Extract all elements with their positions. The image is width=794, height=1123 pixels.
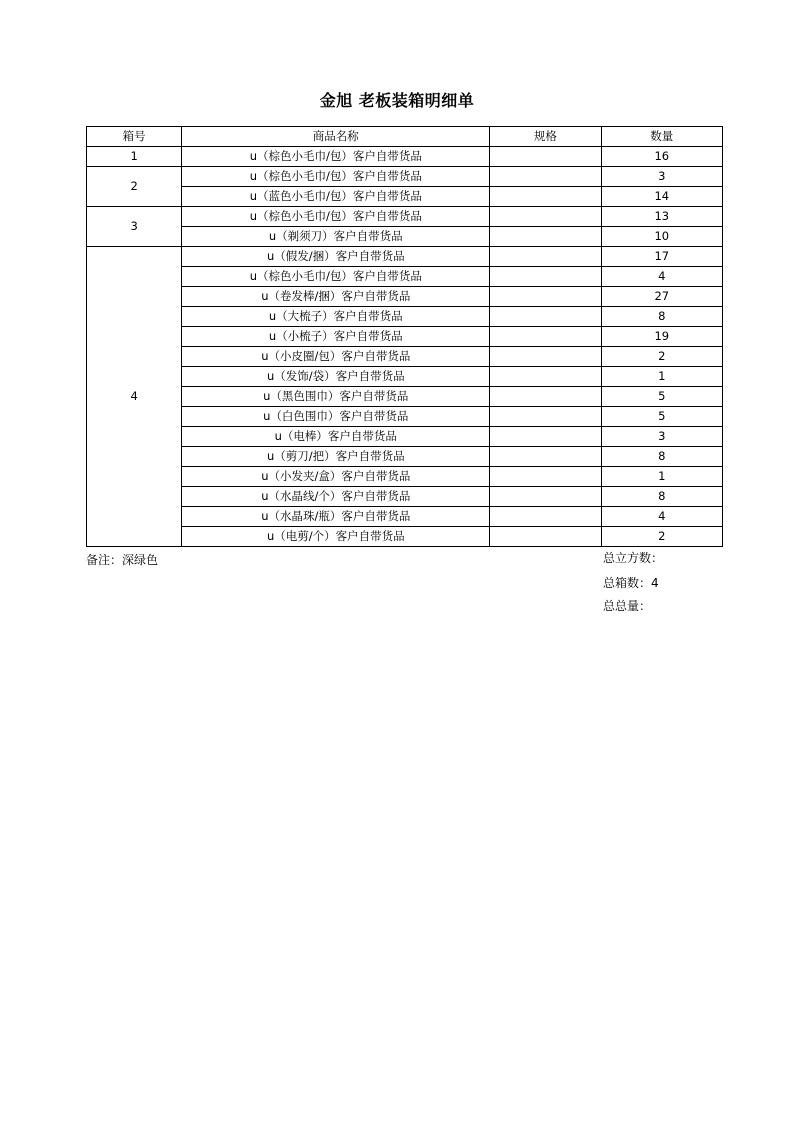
spec-cell xyxy=(490,187,601,207)
product-name-cell: u（大梳子）客户自带货品 xyxy=(182,307,490,327)
quantity-cell: 1 xyxy=(601,467,722,487)
quantity-cell: 5 xyxy=(601,407,722,427)
quantity-cell: 8 xyxy=(601,447,722,467)
product-name-cell: u（小发夹/盒）客户自带货品 xyxy=(182,467,490,487)
quantity-cell: 3 xyxy=(601,427,722,447)
total-weight-label: 总总量： xyxy=(603,599,652,613)
quantity-cell: 3 xyxy=(601,167,722,187)
product-name-cell: u（水晶线/个）客户自带货品 xyxy=(182,487,490,507)
spec-cell xyxy=(490,387,601,407)
spec-cell xyxy=(490,487,601,507)
spec-cell xyxy=(490,247,601,267)
quantity-cell: 1 xyxy=(601,367,722,387)
product-name-cell: u（棕色小毛巾/包）客户自带货品 xyxy=(182,167,490,187)
product-name-cell: u（小梳子）客户自带货品 xyxy=(182,327,490,347)
table-row xyxy=(87,287,723,307)
product-name-cell: u（剃须刀）客户自带货品 xyxy=(182,227,490,247)
table-row xyxy=(87,407,723,427)
box-number-cell: 2 xyxy=(87,167,182,207)
table-row xyxy=(87,527,723,547)
table-row xyxy=(87,327,723,347)
quantity-cell: 8 xyxy=(601,307,722,327)
box-number-cell: 1 xyxy=(87,147,182,167)
product-name-cell: u（白色围巾）客户自带货品 xyxy=(182,407,490,427)
table-row xyxy=(87,487,723,507)
product-name-cell: u（假发/捆）客户自带货品 xyxy=(182,247,490,267)
total-boxes-label: 总箱数：4 xyxy=(603,576,659,590)
quantity-cell: 14 xyxy=(601,187,722,207)
spec-cell xyxy=(490,327,601,347)
quantity-cell: 19 xyxy=(601,327,722,347)
table-row xyxy=(87,227,723,247)
table-row xyxy=(87,427,723,447)
spec-cell xyxy=(490,527,601,547)
product-name-cell: u（发饰/袋）客户自带货品 xyxy=(182,367,490,387)
product-name-cell: u（棕色小毛巾/包）客户自带货品 xyxy=(182,207,490,227)
product-name-cell: u（卷发棒/捆）客户自带货品 xyxy=(182,287,490,307)
table-row xyxy=(87,207,723,227)
spec-cell xyxy=(490,507,601,527)
table-row xyxy=(87,267,723,287)
spec-cell xyxy=(490,427,601,447)
table-row xyxy=(87,187,723,207)
product-name-cell: u（电剪/个）客户自带货品 xyxy=(182,527,490,547)
spec-cell xyxy=(490,167,601,187)
header-box-number: 箱号 xyxy=(87,127,182,147)
table-row xyxy=(87,387,723,407)
product-name-cell: u（棕色小毛巾/包）客户自带货品 xyxy=(182,147,490,167)
quantity-cell: 10 xyxy=(601,227,722,247)
table-row xyxy=(87,167,723,187)
spec-cell xyxy=(490,227,601,247)
spec-cell xyxy=(490,407,601,427)
box-number-cell: 4 xyxy=(87,247,182,547)
table-row xyxy=(87,247,723,267)
table-row xyxy=(87,347,723,367)
quantity-cell: 16 xyxy=(601,147,722,167)
table-row xyxy=(87,307,723,327)
table-header-row xyxy=(87,127,723,147)
spec-cell xyxy=(490,147,601,167)
header-quantity: 数量 xyxy=(601,127,722,147)
header-product-name: 商品名称 xyxy=(182,127,490,147)
product-name-cell: u（棕色小毛巾/包）客户自带货品 xyxy=(182,267,490,287)
product-name-cell: u（小皮圈/包）客户自带货品 xyxy=(182,347,490,367)
product-name-cell: u（剪刀/把）客户自带货品 xyxy=(182,447,490,467)
quantity-cell: 17 xyxy=(601,247,722,267)
header-spec: 规格 xyxy=(490,127,601,147)
table-row xyxy=(87,147,723,167)
product-name-cell: u（电棒）客户自带货品 xyxy=(182,427,490,447)
product-name-cell: u（水晶珠/瓶）客户自带货品 xyxy=(182,507,490,527)
table-row xyxy=(87,367,723,387)
spec-cell xyxy=(490,467,601,487)
table-row xyxy=(87,447,723,467)
table-row xyxy=(87,467,723,487)
quantity-cell: 5 xyxy=(601,387,722,407)
total-volume-label: 总立方数： xyxy=(603,551,664,565)
spec-cell xyxy=(490,287,601,307)
page-title: 金旭 老板装箱明细单 xyxy=(319,91,475,110)
product-name-cell: u（蓝色小毛巾/包）客户自带货品 xyxy=(182,187,490,207)
packing-list-table xyxy=(86,126,723,547)
quantity-cell: 8 xyxy=(601,487,722,507)
spec-cell xyxy=(490,307,601,327)
quantity-cell: 4 xyxy=(601,507,722,527)
quantity-cell: 2 xyxy=(601,347,722,367)
box-number-cell: 3 xyxy=(87,207,182,247)
spec-cell xyxy=(490,207,601,227)
quantity-cell: 2 xyxy=(601,527,722,547)
spec-cell xyxy=(490,267,601,287)
spec-cell xyxy=(490,367,601,387)
quantity-cell: 27 xyxy=(601,287,722,307)
remarks-note: 备注：深绿色 xyxy=(86,553,159,567)
quantity-cell: 13 xyxy=(601,207,722,227)
spec-cell xyxy=(490,347,601,367)
quantity-cell: 4 xyxy=(601,267,722,287)
table-row xyxy=(87,507,723,527)
spec-cell xyxy=(490,447,601,467)
product-name-cell: u（黑色围巾）客户自带货品 xyxy=(182,387,490,407)
